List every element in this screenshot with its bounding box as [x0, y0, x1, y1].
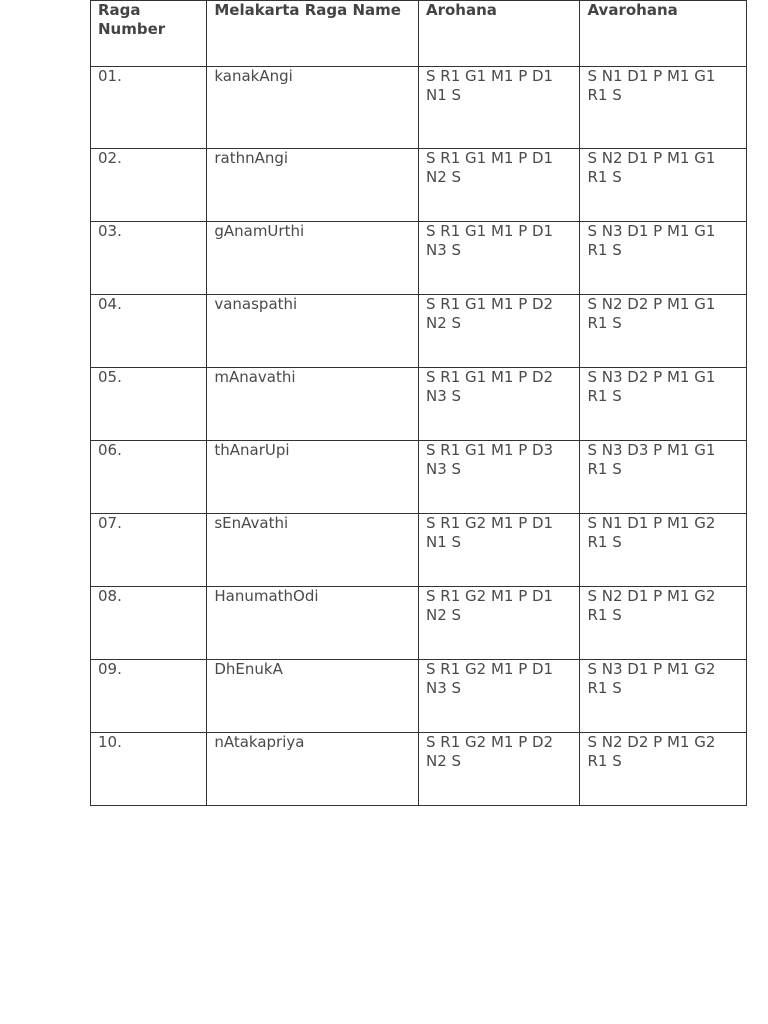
table-header-row	[91, 1, 747, 67]
raga-number-cell: 04.	[91, 295, 207, 368]
table-row	[91, 295, 747, 368]
raga-name-cell: rathnAngi	[207, 149, 419, 222]
avarohana-cell: S N3 D2 P M1 G1 R1 S	[580, 368, 747, 441]
avarohana-cell: S N2 D1 P M1 G2 R1 S	[580, 587, 747, 660]
arohana-cell: S R1 G1 M1 P D1 N2 S	[418, 149, 579, 222]
header-raga-name: Melakarta Raga Name	[207, 1, 419, 67]
table-row	[91, 587, 747, 660]
arohana-cell: S R1 G1 M1 P D2 N3 S	[418, 368, 579, 441]
table-row	[91, 368, 747, 441]
raga-name-cell: vanaspathi	[207, 295, 419, 368]
avarohana-cell: S N3 D1 P M1 G2 R1 S	[580, 660, 747, 733]
avarohana-cell: S N2 D2 P M1 G2 R1 S	[580, 733, 747, 806]
raga-number-cell: 09.	[91, 660, 207, 733]
table-row	[91, 733, 747, 806]
table-row	[91, 222, 747, 295]
header-raga-number	[91, 1, 207, 67]
raga-name-cell: gAnamUrthi	[207, 222, 419, 295]
raga-name-cell: HanumathOdi	[207, 587, 419, 660]
table-row	[91, 660, 747, 733]
arohana-cell: S R1 G1 M1 P D3 N3 S	[418, 441, 579, 514]
header-raga-number-line1: Raga	[98, 1, 141, 19]
raga-name-cell: kanakAngi	[207, 67, 419, 149]
header-avarohana: Avarohana	[580, 1, 747, 67]
raga-name-cell: DhEnukA	[207, 660, 419, 733]
raga-name-cell: nAtakapriya	[207, 733, 419, 806]
raga-number-cell: 02.	[91, 149, 207, 222]
header-arohana: Arohana	[418, 1, 579, 67]
arohana-cell: S R1 G1 M1 P D2 N2 S	[418, 295, 579, 368]
raga-number-cell: 08.	[91, 587, 207, 660]
arohana-cell: S R1 G1 M1 P D1 N3 S	[418, 222, 579, 295]
arohana-cell: S R1 G2 M1 P D1 N1 S	[418, 514, 579, 587]
raga-number-cell: 05.	[91, 368, 207, 441]
table-row	[91, 514, 747, 587]
avarohana-cell: S N1 D1 P M1 G1 R1 S	[580, 67, 747, 149]
avarohana-cell: S N3 D1 P M1 G1 R1 S	[580, 222, 747, 295]
raga-number-cell: 03.	[91, 222, 207, 295]
raga-name-cell: thAnarUpi	[207, 441, 419, 514]
avarohana-cell: S N2 D2 P M1 G1 R1 S	[580, 295, 747, 368]
arohana-cell: S R1 G2 M1 P D2 N2 S	[418, 733, 579, 806]
header-raga-number-line2: Number	[98, 20, 166, 38]
arohana-cell: S R1 G2 M1 P D1 N2 S	[418, 587, 579, 660]
raga-name-cell: sEnAvathi	[207, 514, 419, 587]
arohana-cell: S R1 G1 M1 P D1 N1 S	[418, 67, 579, 149]
melakarta-raga-table	[90, 0, 747, 806]
raga-number-cell: 07.	[91, 514, 207, 587]
raga-number-cell: 06.	[91, 441, 207, 514]
table-row	[91, 67, 747, 149]
avarohana-cell: S N1 D1 P M1 G2 R1 S	[580, 514, 747, 587]
raga-name-cell: mAnavathi	[207, 368, 419, 441]
table-row	[91, 149, 747, 222]
raga-number-cell: 10.	[91, 733, 207, 806]
avarohana-cell: S N2 D1 P M1 G1 R1 S	[580, 149, 747, 222]
avarohana-cell: S N3 D3 P M1 G1 R1 S	[580, 441, 747, 514]
arohana-cell: S R1 G2 M1 P D1 N3 S	[418, 660, 579, 733]
table-row	[91, 441, 747, 514]
raga-number-cell: 01.	[91, 67, 207, 149]
